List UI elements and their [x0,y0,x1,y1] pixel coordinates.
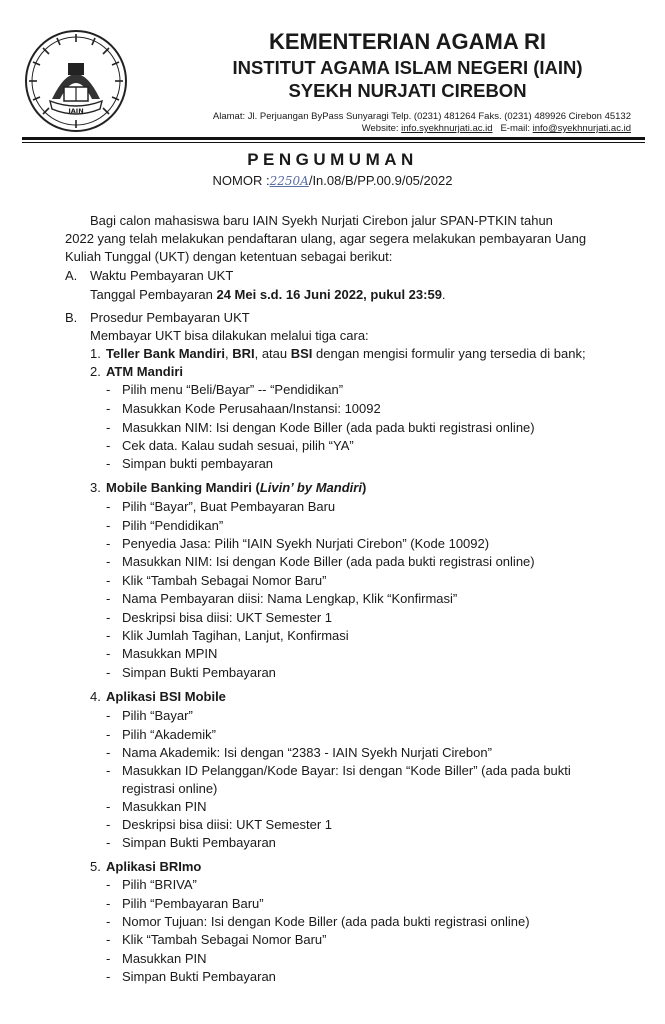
section-a-letter: A. [65,268,78,283]
campus-heading: SYEKH NURJATI CIREBON [288,80,527,101]
dash-bullet: - [106,610,111,625]
item-1-bank-bsi: BSI [290,346,313,361]
list-item: Nama Akademik: Isi dengan “2383 - IAIN Syekh Nurjati Cirebon” [122,745,492,760]
dash-bullet: - [106,536,111,551]
dash-bullet: - [106,401,111,416]
item-4-title: Aplikasi BSI Mobile [106,689,226,704]
list-item: Klik “Tambah Sebagai Nomor Baru” [122,932,327,947]
dash-bullet: - [106,799,111,814]
list-item: Masukkan ID Pelanggan/Kode Bayar: Isi dengan “Kode Biller” (ada pada bukti [122,763,571,778]
svg-text:IAIN: IAIN [68,107,84,115]
payment-date [90,286,446,303]
item-1-text [106,345,586,362]
dash-bullet: - [106,763,111,778]
section-b-heading: Prosedur Pembayaran UKT [90,310,250,325]
list-item: Pilih “Akademik” [122,727,216,742]
address-line: Alamat: Jl. Perjuangan ByPass Sunyaragi Telp. (0231) 481264 Faks. (0231) 489926 Cirebon 45132 [212,111,631,122]
dash-bullet: - [106,456,111,471]
dash-bullet: - [106,708,111,723]
item-1-sep: , [224,346,233,361]
nomor-label: NOMOR : [212,173,270,188]
list-item: Deskripsi bisa diisi: UKT Semester 1 [122,817,332,832]
item-3-title [106,479,366,496]
intro-line: 2022 yang telah melakukan pendaftaran ulang, agar segera melakukan pembayaran Uang [65,231,587,246]
payment-date-label: Tanggal Pembayaran [90,287,217,302]
list-item: Masukkan NIM: Isi dengan Kode Biller (ada pada bukti registrasi online) [122,420,535,435]
dash-bullet: - [106,969,111,984]
list-item-continuation: registrasi online) [122,781,218,796]
list-item: Penyedia Jasa: Pilih “IAIN Syekh Nurjati Cirebon” (Kode 10092) [122,536,490,551]
dash-bullet: - [106,518,111,533]
dash-bullet: - [106,896,111,911]
list-item: Simpan Bukti Pembayaran [122,835,276,850]
email-link[interactable]: info@syekhnurjati.ac.id [532,123,631,134]
item-5-number: 5. [90,859,101,874]
dash-bullet: - [106,438,111,453]
dash-bullet: - [106,554,111,569]
page-title: PENGUMUMAN [247,150,418,169]
list-item: Pilih “Bayar”, Buat Pembayaran Baru [122,499,336,514]
section-b-intro: Membayar UKT bisa dilakukan melalui tiga cara: [90,328,369,343]
nomor-rest: /In.08/B/PP.00.9/05/2022 [308,173,453,188]
list-item: Masukkan MPIN [122,646,218,661]
contact-line [362,123,631,135]
dash-bullet: - [106,727,111,742]
list-item: Pilih “BRIVA” [122,877,197,892]
list-item: Simpan Bukti Pembayaran [122,969,276,984]
website-link[interactable]: info.syekhnurjati.ac.id [401,123,493,134]
dash-bullet: - [106,745,111,760]
item-3-title-end: ) [361,480,367,495]
website-label: Website: [361,123,402,134]
dash-bullet: - [106,499,111,514]
list-item: Pilih menu “Beli/Bayar” -- “Pendidikan” [122,382,344,397]
intro-line: Bagi calon mahasiswa baru IAIN Syekh Nurjati Cirebon jalur SPAN-PTKIN tahun [90,213,553,228]
item-4-number: 4. [90,689,101,704]
item-1-rest: dengan mengisi formulir yang tersedia di bank; [312,346,586,361]
item-1-bank-mandiri: Teller Bank Mandiri [106,346,225,361]
dash-bullet: - [106,420,111,435]
list-item: Pilih “Pembayaran Baru” [122,896,264,911]
list-item: Masukkan Kode Perusahaan/Instansi: 10092 [122,401,381,416]
list-item: Cek data. Kalau sudah sesuai, pilih “YA” [122,438,354,453]
ministry-heading: KEMENTERIAN AGAMA RI [268,29,547,54]
handwritten-number: 2250A [269,174,309,188]
item-3-title-italic: Livin’ by Mandiri [259,480,362,495]
dash-bullet: - [106,951,111,966]
header-rule-thick [22,137,645,140]
email-label: E-mail: [500,123,533,134]
dash-bullet: - [106,382,111,397]
dash-bullet: - [106,835,111,850]
item-1-sep: , atau [254,346,291,361]
document-number [0,173,665,189]
header-rule-thin [22,142,645,143]
dash-bullet: - [106,591,111,606]
list-item: Deskripsi bisa diisi: UKT Semester 1 [122,610,332,625]
iain-logo [24,29,128,133]
list-item: Pilih “Pendidikan” [122,518,224,533]
list-item: Masukkan PIN [122,799,207,814]
payment-date-value: 24 Mei s.d. 16 Juni 2022, pukul 23:59 [216,287,442,302]
list-item: Klik Jumlah Tagihan, Lanjut, Konfirmasi [122,628,349,643]
item-2-number: 2. [90,364,101,379]
item-1-bank-bri: BRI [232,346,255,361]
dash-bullet: - [106,573,111,588]
list-item: Pilih “Bayar” [122,708,193,723]
item-3-title-text: Mobile Banking Mandiri ( [106,480,260,495]
list-item: Simpan Bukti Pembayaran [122,665,276,680]
list-item: Masukkan NIM: Isi dengan Kode Biller (ada pada bukti registrasi online) [122,554,535,569]
intro-line: Kuliah Tunggal (UKT) dengan ketentuan sebagai berikut: [65,249,393,264]
payment-date-end: . [441,287,446,302]
list-item: Klik “Tambah Sebagai Nomor Baru” [122,573,327,588]
dash-bullet: - [106,665,111,680]
dash-bullet: - [106,646,111,661]
dash-bullet: - [106,817,111,832]
item-5-title: Aplikasi BRImo [106,859,202,874]
dash-bullet: - [106,932,111,947]
item-1-number: 1. [90,346,101,361]
item-3-number: 3. [90,480,101,495]
list-item: Nomor Tujuan: Isi dengan Kode Biller (ada pada bukti registrasi online) [122,914,530,929]
list-item: Masukkan PIN [122,951,207,966]
section-b-letter: B. [65,310,78,325]
item-2-title: ATM Mandiri [106,364,184,379]
list-item: Nama Pembayaran diisi: Nama Lengkap, Klik “Konfirmasi” [122,591,458,606]
dash-bullet: - [106,877,111,892]
dash-bullet: - [106,628,111,643]
list-item: Simpan bukti pembayaran [122,456,274,471]
section-a-heading: Waktu Pembayaran UKT [90,268,234,283]
institute-heading: INSTITUT AGAMA ISLAM NEGERI (IAIN) [232,57,583,78]
dash-bullet: - [106,914,111,929]
